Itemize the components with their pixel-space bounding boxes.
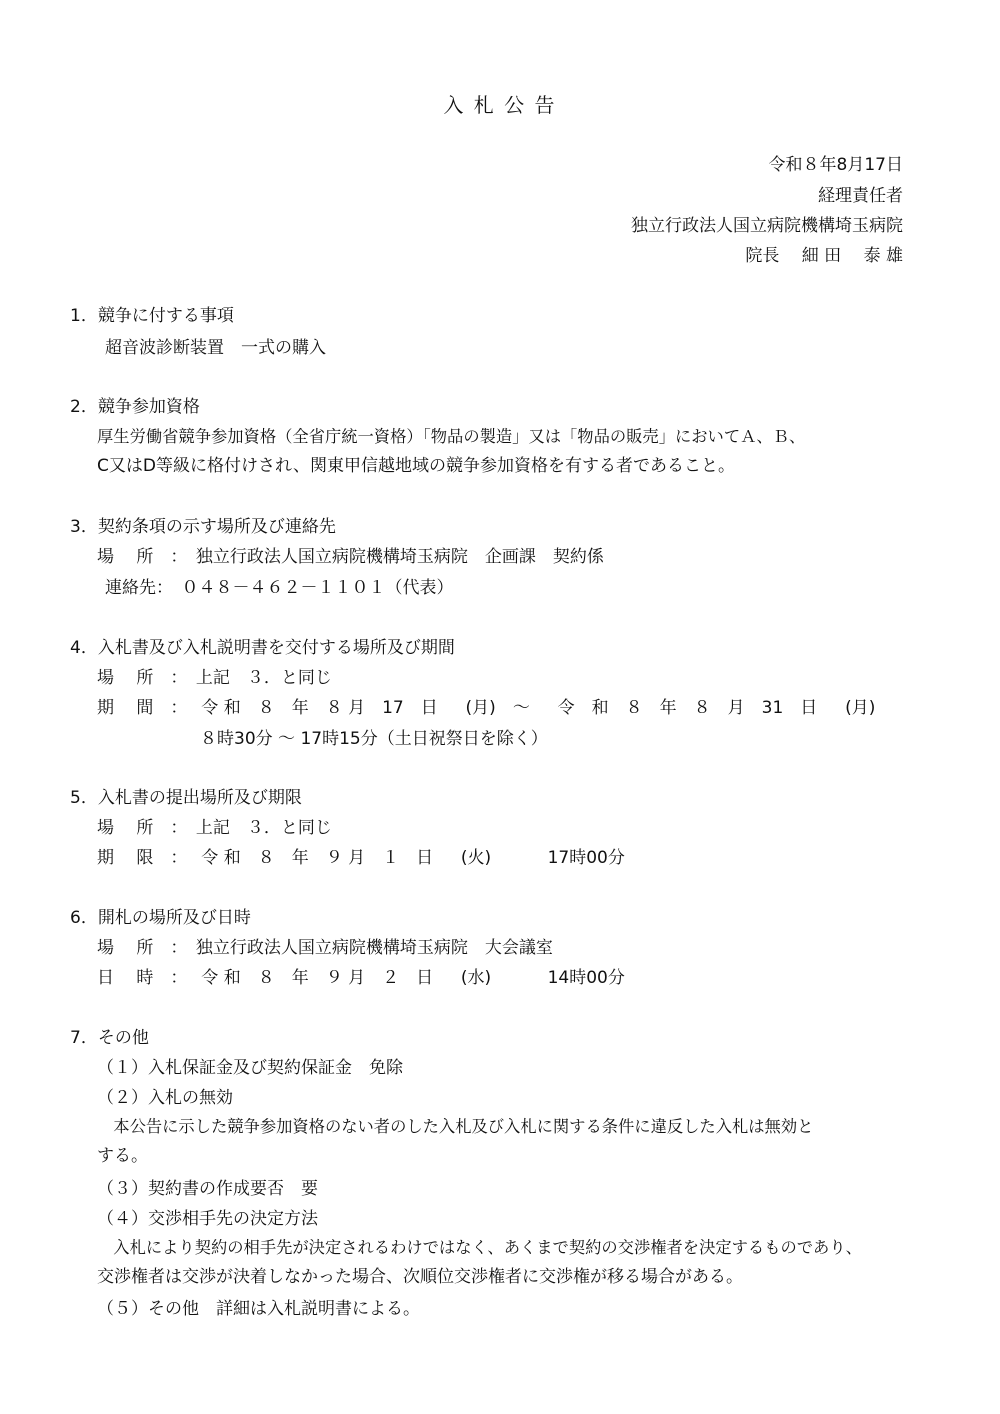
list-item: （４）交渉相手先の決定方法 <box>97 1209 318 1229</box>
issuer-role: 経理責任者 <box>818 186 903 206</box>
page-title: 入 札 公 告 <box>443 93 557 117</box>
list-item: （１）入札保証金及び契約保証金 免除 <box>97 1058 403 1078</box>
section-heading: 5．入札書の提出場所及び期限 <box>70 788 302 808</box>
list-item: （５）その他 詳細は入札説明書による。 <box>97 1299 420 1319</box>
period-line: 期 間 ： 令 和 ８ 年 ８ 月 17 日 (月) ～ 令 和 ８ 年 ８ 月 31 日 (月) <box>97 698 876 718</box>
section-heading: 4．入札書及び入札説明書を交付する場所及び期間 <box>70 638 455 658</box>
issue-date: 令和８年8月17日 <box>768 155 903 175</box>
list-item-body: する。 <box>97 1146 148 1166</box>
section-heading: 1．競争に付する事項 <box>70 306 234 326</box>
issuer-organization: 独立行政法人国立病院機構埼玉病院 <box>631 216 903 236</box>
list-item-body: 本公告に示した競争参加資格のない者のした入札及び入札に関する条件に違反した入札は無効と <box>97 1117 814 1136</box>
section-heading: 7．その他 <box>70 1028 149 1048</box>
list-item-body: 交渉権者は交渉が決着しなかった場合、次順位交渉権者に交渉権が移る場合がある。 <box>97 1267 743 1287</box>
section-body-line: 厚生労働省競争参加資格（全省庁統一資格）「物品の製造」又は「物品の販売」においてＡ、Ｂ、 <box>97 427 806 446</box>
hours-line: ８時30分 ～ 17時15分（土日祝祭日を除く） <box>200 729 548 749</box>
place-line: 場 所 ： 上記 ３．と同じ <box>97 668 332 688</box>
section-heading: 2．競争参加資格 <box>70 397 200 417</box>
section-body: 超音波診断装置 一式の購入 <box>105 338 326 358</box>
contact-line: 連絡先： ０４８－４６２－１１０１（代表） <box>105 578 454 598</box>
place-line: 場 所 ： 独立行政法人国立病院機構埼玉病院 大会議室 <box>97 938 553 958</box>
place-line: 場 所 ： 上記 ３．と同じ <box>97 818 332 838</box>
datetime-line: 日 時 ： 令 和 ８ 年 ９ 月 ２ 日 (水) 14時00分 <box>97 968 625 988</box>
issuer-name: 院長 細 田 泰 雄 <box>745 246 903 266</box>
list-item: （２）入札の無効 <box>97 1088 233 1108</box>
section-heading: 6．開札の場所及び日時 <box>70 908 251 928</box>
list-item-body: 入札により契約の相手先が決定されるわけではなく、あくまで契約の交渉権者を決定するものであり、 <box>97 1238 862 1257</box>
section-heading: 3．契約条項の示す場所及び連絡先 <box>70 517 336 537</box>
deadline-line: 期 限 ： 令 和 ８ 年 ９ 月 １ 日 (火) 17時00分 <box>97 848 625 868</box>
section-body-line: C又はD等級に格付けされ、関東甲信越地域の競争参加資格を有する者であること。 <box>97 456 735 476</box>
list-item: （３）契約書の作成要否 要 <box>97 1179 318 1199</box>
place-line: 場 所 ： 独立行政法人国立病院機構埼玉病院 企画課 契約係 <box>97 547 604 567</box>
